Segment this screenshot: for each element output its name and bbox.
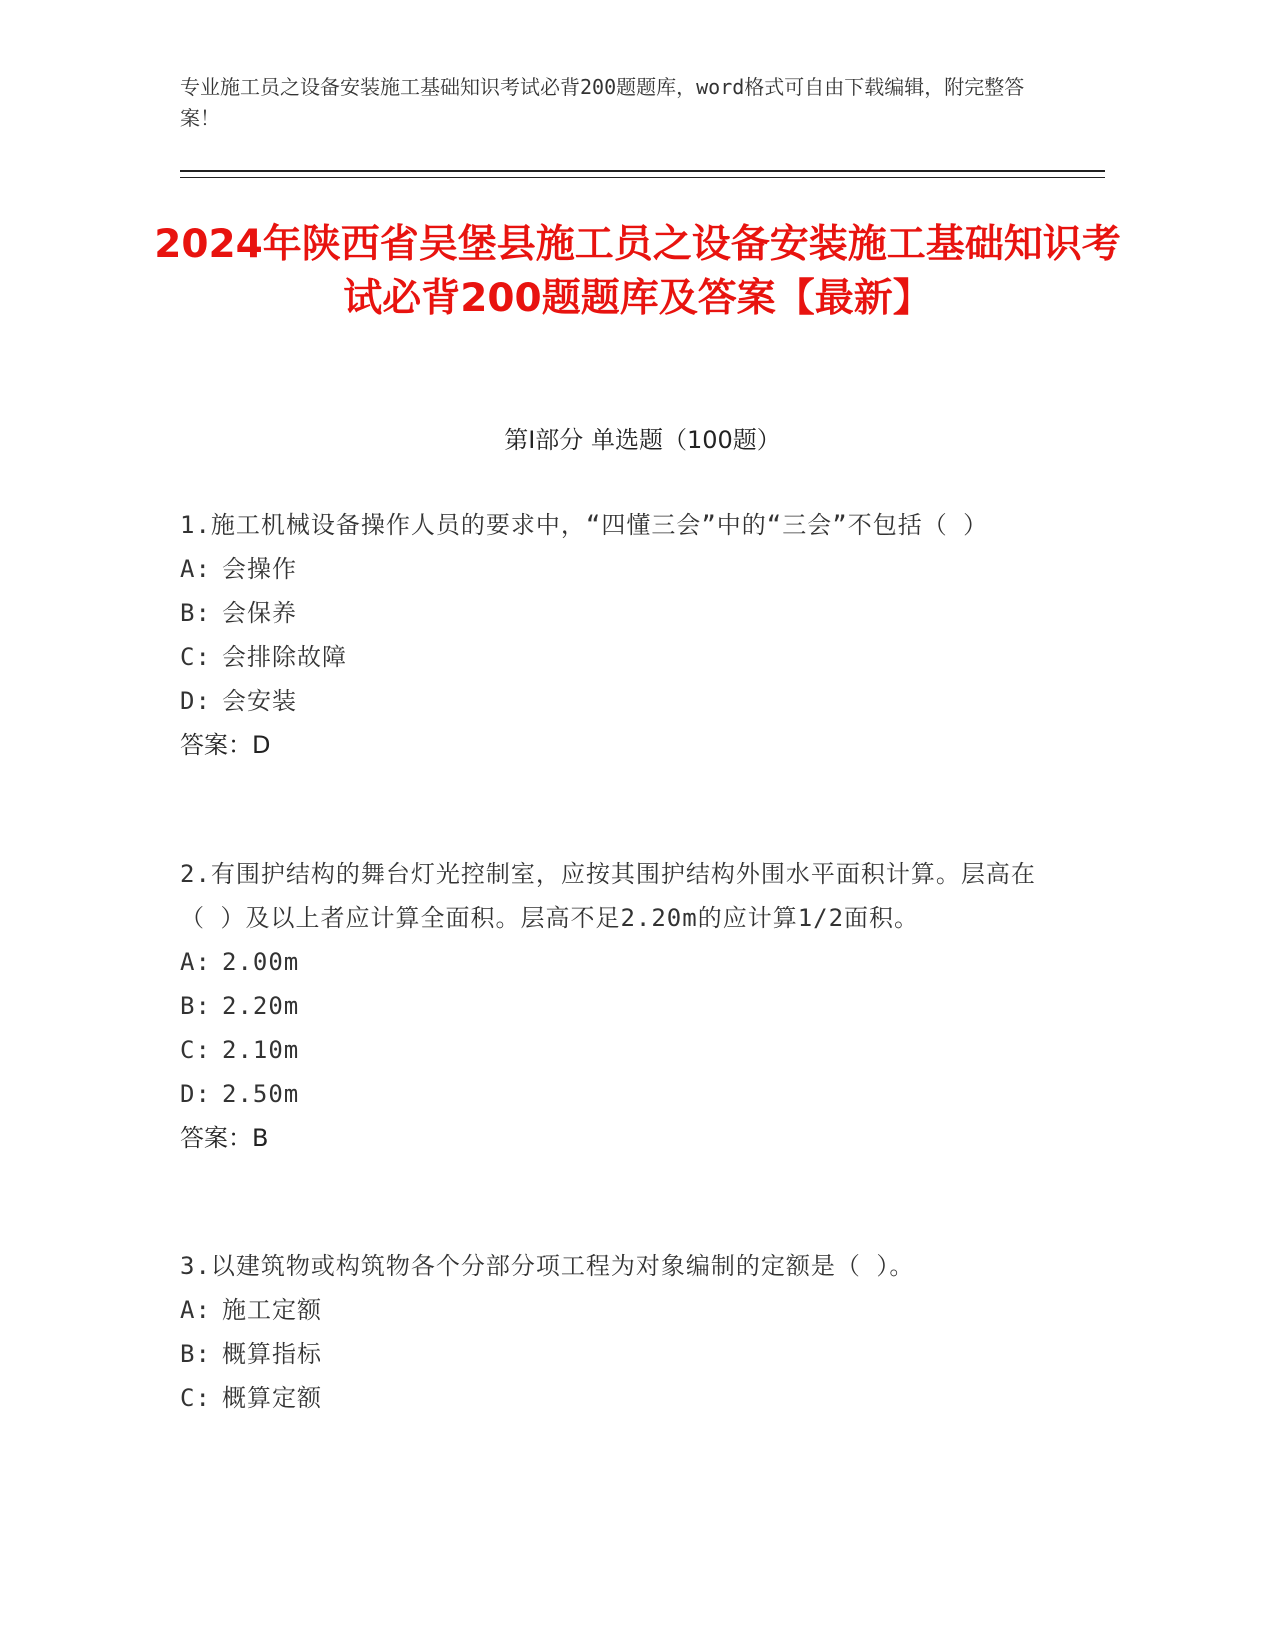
option-key: A: [180, 948, 211, 976]
section-title: 第Ⅰ部分 单选题（100题） [504, 426, 781, 454]
option-key: A: [180, 555, 211, 583]
question-text: 3.以建筑物或构筑物各个分部分项工程为对象编制的定额是（ ）。 [180, 1252, 915, 1280]
answer: 答案：D [180, 731, 271, 759]
option-key: C: [180, 1384, 211, 1412]
option-d [180, 679, 1050, 723]
option-c [180, 635, 1050, 679]
option-key: D: [180, 687, 211, 715]
option-c [180, 1376, 1050, 1420]
option-text: 概算定额 [222, 1384, 322, 1412]
option-key: A: [180, 1296, 211, 1324]
option-b [180, 591, 1050, 635]
question-text: 1.施工机械设备操作人员的要求中，“四懂三会”中的“三会”不包括（ ） [180, 511, 989, 539]
question-1 [180, 503, 1050, 767]
option-a [180, 940, 1050, 984]
option-key: C: [180, 1036, 211, 1064]
option-key: C: [180, 643, 211, 671]
option-text: 2.00m [222, 948, 300, 976]
option-c [180, 1028, 1050, 1072]
option-text: 2.20m [222, 992, 300, 1020]
option-key: B: [180, 599, 211, 627]
option-d [180, 1072, 1050, 1116]
option-a [180, 1288, 1050, 1332]
option-text: 会保养 [222, 599, 297, 627]
answer: 答案：B [180, 1124, 269, 1152]
option-text: 2.10m [222, 1036, 300, 1064]
option-text: 会排除故障 [222, 643, 347, 671]
option-text: 概算指标 [222, 1340, 322, 1368]
option-b [180, 1332, 1050, 1376]
header-note: 专业施工员之设备安装施工基础知识考试必背200题题库，word格式可自由下载编辑，附完整答案！ [180, 75, 1025, 130]
document-title: 2024年陕西省吴堡县施工员之设备安装施工基础知识考试必背200题题库及答案【最新】 [154, 222, 1121, 321]
option-key: B: [180, 1340, 211, 1368]
option-text: 会操作 [222, 555, 297, 583]
question-2 [180, 852, 1050, 1160]
option-key: B: [180, 992, 211, 1020]
option-b [180, 984, 1050, 1028]
header-divider-thin [180, 177, 1105, 178]
option-a [180, 547, 1050, 591]
option-text: 会安装 [222, 687, 297, 715]
option-key: D: [180, 1080, 211, 1108]
option-text: 2.50m [222, 1080, 300, 1108]
question-3 [180, 1244, 1050, 1420]
header-divider-thick [180, 170, 1105, 172]
question-text: 2.有围护结构的舞台灯光控制室，应按其围护结构外围水平面积计算。层高在（ ）及以上者应计算全面积。层高不足2.20m的应计算1/2面积。 [180, 860, 1036, 932]
option-text: 施工定额 [222, 1296, 322, 1324]
